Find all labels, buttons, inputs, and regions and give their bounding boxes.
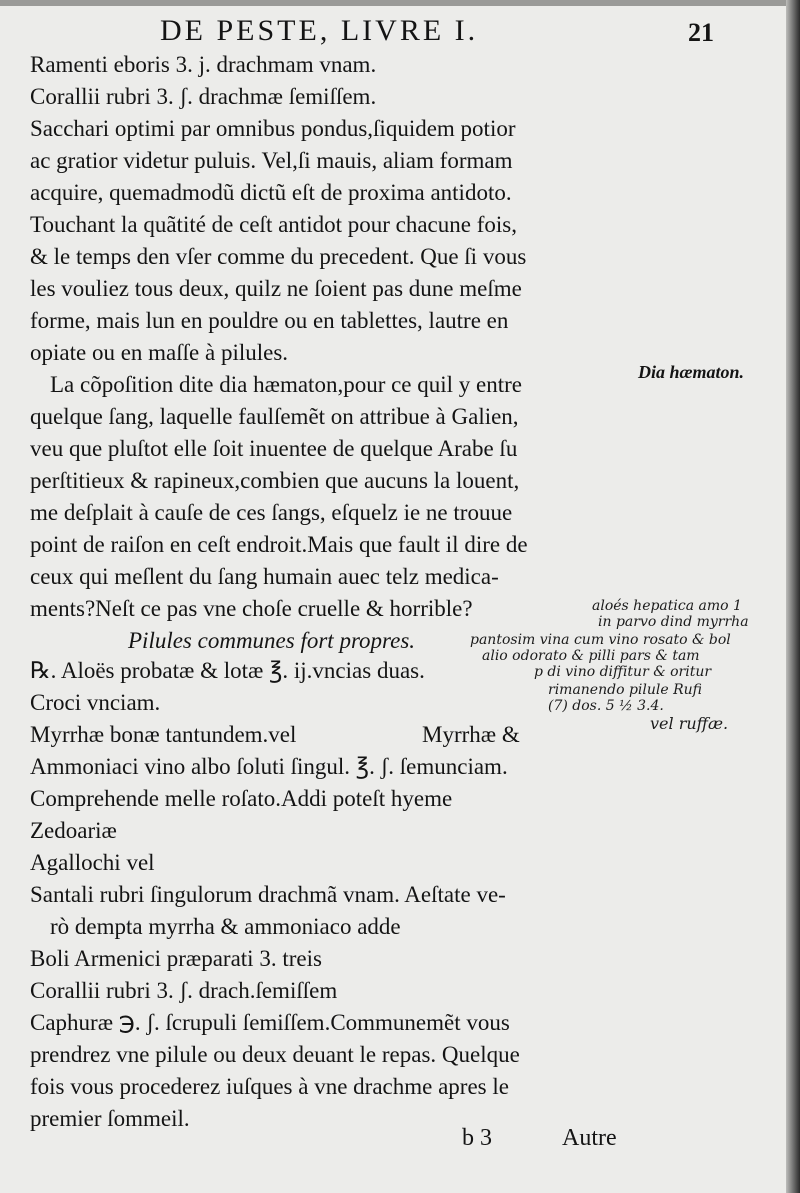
body-line: Sacchari optimi par omnibus pondus,ſiquidem potior <box>30 116 516 141</box>
body-line: acquire, quemadmodũ dictũ eſt de proxima antidoto. <box>30 180 512 205</box>
body-line: premier ſommeil. <box>30 1106 190 1131</box>
recipe-line: Croci vnciam. <box>30 690 161 715</box>
body-line: perſtitieux & rapineux,combien que aucuns la louent, <box>30 468 520 493</box>
body-line: quelque ſang, laquelle faulſemẽt on attribue à Galien, <box>30 404 519 429</box>
page-number: 21 <box>688 18 714 47</box>
recipe-line: ℞. Aloës probatæ & lotæ ℥. ij.vncias duas. <box>30 658 425 683</box>
printed-marginal-note: Dia hæmaton. <box>638 362 745 382</box>
body-line: ceux qui meſlent du ſang humain auec telz medica- <box>30 564 499 589</box>
handwritten-note: alio odorato & pilli pars & tam <box>482 648 700 664</box>
body-line: prendrez vne pilule ou deux deuant le repas. Quelque <box>30 1042 520 1067</box>
recipe-line: Agallochi vel <box>30 850 155 875</box>
handwritten-note: (7) dos. 5 ½ 3.4. <box>548 698 664 714</box>
recipe-line: Myrrhæ bonæ tantundem.vel <box>30 722 297 747</box>
body-line: me deſplait à cauſe de ces ſangs, eſquelz ie ne trouue <box>30 500 513 525</box>
handwritten-note: pantosim vina cum vino rosato & bol <box>470 632 731 648</box>
recipe-line: Ammoniaci vino albo ſoluti ſingul. ℥. ʃ. ſemunciam. <box>30 754 508 779</box>
handwritten-note: aloés hepatica amo 1 <box>592 598 742 614</box>
handwritten-note: p di vino diffitur & oritur <box>534 664 712 680</box>
handwritten-note: in parvo dind myrrha <box>598 614 749 630</box>
body-line: forme, mais lun en pouldre ou en tablettes, lautre en <box>30 308 509 333</box>
recipe-line: Caphuræ ℈. ʃ. ſcrupuli ſemiſſem.Communemẽt vous <box>30 1010 510 1035</box>
body-line: Touchant la quãtité de ceſt antidot pour chacune fois, <box>30 212 517 237</box>
body-line: Corallii rubri 3. ʃ. drachmæ ſemiſſem. <box>30 84 377 109</box>
body-line: veu que pluſtot elle ſoit inuentee de quelque Arabe ſu <box>30 436 518 461</box>
recipe-line: Corallii rubri 3. ʃ. drach.ſemiſſem <box>30 978 338 1003</box>
body-line: ments?Neſt ce pas vne choſe cruelle & horrible? <box>30 596 473 621</box>
body-line: La cõpoſition dite dia hæmaton,pour ce quil y entre <box>50 372 523 397</box>
body-line: ac gratior videtur puluis. Vel,ſi mauis, aliam formam <box>30 148 513 173</box>
recipe-line: Boli Armenici præparati 3. treis <box>30 946 322 971</box>
running-title: DE PESTE, LIVRE I. <box>160 14 479 47</box>
handwritten-note: rimanendo pilule Rufi <box>548 682 702 698</box>
body-line: opiate ou en maſſe à pilules. <box>30 340 289 365</box>
body-line: Ramenti eboris 3. j. drachmam vnam. <box>30 52 377 77</box>
recipe-side-label: Myrrhæ & <box>422 722 520 747</box>
signature-mark: b 3 <box>462 1125 492 1151</box>
section-heading: Pilules communes fort propres. <box>128 628 416 653</box>
page-header <box>0 8 800 48</box>
recipe-line: Comprehende melle roſato.Addi poteſt hyeme <box>30 786 453 811</box>
book-spine-shadow <box>786 0 800 1193</box>
catchword: Autre <box>562 1125 617 1151</box>
body-line: & le temps den vſer comme du precedent. Que ſi vous <box>30 244 527 269</box>
body-line: fois vous procederez iuſques à vne drachme apres le <box>30 1074 509 1099</box>
body-line: point de raiſon en ceſt endroit.Mais que fault il dire de <box>30 532 528 557</box>
page-top-edge <box>0 0 800 6</box>
recipe-line: Santali rubri ſingulorum drachmã vnam. Aeſtate ve- <box>30 882 506 907</box>
recipe-line: Zedoariæ <box>30 818 117 843</box>
body-line: les vouliez tous deux, quilz ne ſoient pas dune meſme <box>30 276 522 301</box>
recipe-line: rò dempta myrrha & ammoniaco adde <box>50 914 401 939</box>
handwritten-note: vel ruffæ. <box>650 714 729 733</box>
